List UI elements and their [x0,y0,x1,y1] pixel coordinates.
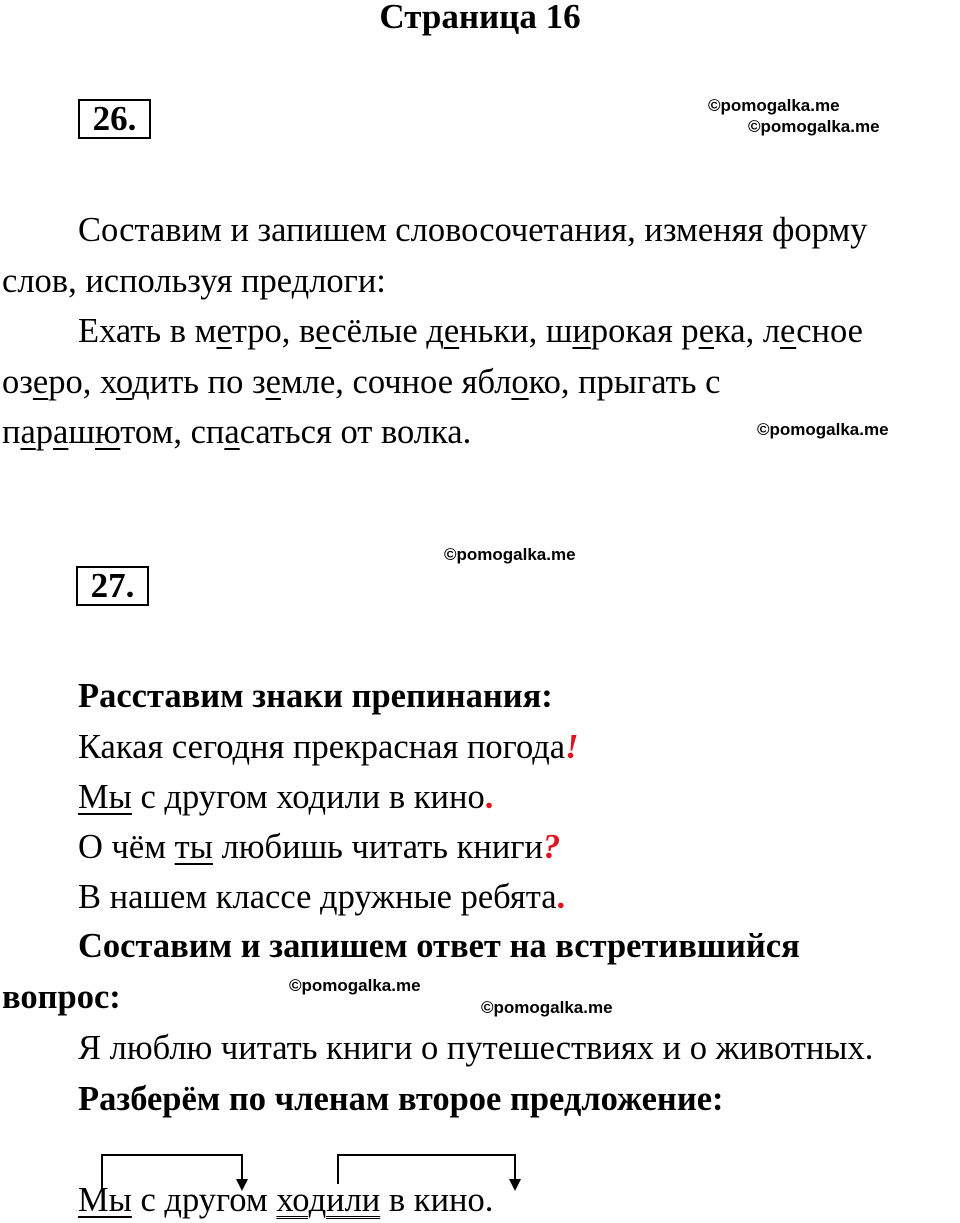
punctuation-mark: . [556,878,566,916]
task26-instruction-line1: Составим и запишем словосочетания, изменяя форму [78,211,868,249]
unstressed-vowel: а [224,413,240,451]
text-segment: Ехать в м [78,312,217,350]
subject-word: ты [174,828,213,866]
unstressed-vowel: е [443,312,460,350]
task27-answer: Я люблю читать книги о путешествиях и о животных. [78,1029,874,1067]
task-number-27: 27. [76,566,149,606]
subject-word: Мы [78,778,132,816]
watermark: ©pomogalka.me [708,96,840,115]
unstressed-vowel: а [20,413,36,451]
punctuation-mark: . [484,778,494,816]
text-segment: том, сп [120,413,225,451]
subject-word: Мы [78,1181,132,1219]
task27-heading-answer-line1: Составим и запишем ответ на встретившийся [78,927,800,965]
predicate-word: ходили [276,1181,381,1219]
text-segment: р [35,413,54,451]
task27-heading-answer-line2: вопрос: [2,978,121,1016]
unstressed-vowel: е [780,312,797,350]
watermark: ©pomogalka.me [481,998,613,1017]
text-segment: ко, прыгать с [528,363,721,401]
unstressed-vowel: о [511,363,529,401]
unstressed-vowel: е [265,363,281,401]
parsed-sentence [78,1180,493,1220]
text-segment: мле, сочное ябл [280,363,512,401]
text-segment: рокая р [590,312,699,350]
sentence-text: Какая сегодня прекрасная погода [78,728,566,766]
text-segment: тро, в [231,312,316,350]
task27-heading-punctuation: Расставим знаки препинания: [78,677,553,715]
sentence-text: В нашем классе дружные ребята [78,878,557,916]
text-segment: сёлые д [331,312,444,350]
watermark: ©pomogalka.me [757,420,889,439]
text-segment: п [2,413,21,451]
unstressed-vowel: ю [94,413,121,451]
text-segment: оз [2,363,33,401]
task27-heading-parse: Разберём по членам второе предложение: [78,1080,724,1118]
sentence-text: любишь читать книги [212,828,543,866]
sentence-text: в кино. [380,1181,494,1219]
punctuation-mark: ! [565,728,579,766]
unstressed-vowel: и [572,312,591,350]
unstressed-vowel: е [216,312,232,350]
watermark: ©pomogalka.me [289,976,421,995]
text-segment: сное [796,312,863,350]
text-segment: ш [68,413,95,451]
sentence-text: О чём [78,828,175,866]
task-number-26: 26. [78,99,151,139]
arrowhead-icon [509,1179,521,1191]
sentence-text: с другом [131,1181,277,1219]
unstressed-vowel: е [698,312,715,350]
unstressed-vowel: е [32,363,49,401]
text-segment: ньки, ш [459,312,573,350]
unstressed-vowel: е [315,312,332,350]
watermark: ©pomogalka.me [748,117,880,136]
task26-instruction-line2: слов, используя предлоги: [2,262,386,300]
text-segment: ро, х [48,363,116,401]
sentence-text: с другом ходили в кино [131,778,485,816]
punctuation-mark: ? [542,828,561,866]
text-segment: ка, л [714,312,781,350]
watermark: ©pomogalka.me [444,545,576,564]
page-title: Страница 16 [379,0,581,36]
unstressed-vowel: а [53,413,69,451]
text-segment: дить по з [132,363,266,401]
unstressed-vowel: о [115,363,133,401]
text-segment: саться от волка. [239,413,472,451]
